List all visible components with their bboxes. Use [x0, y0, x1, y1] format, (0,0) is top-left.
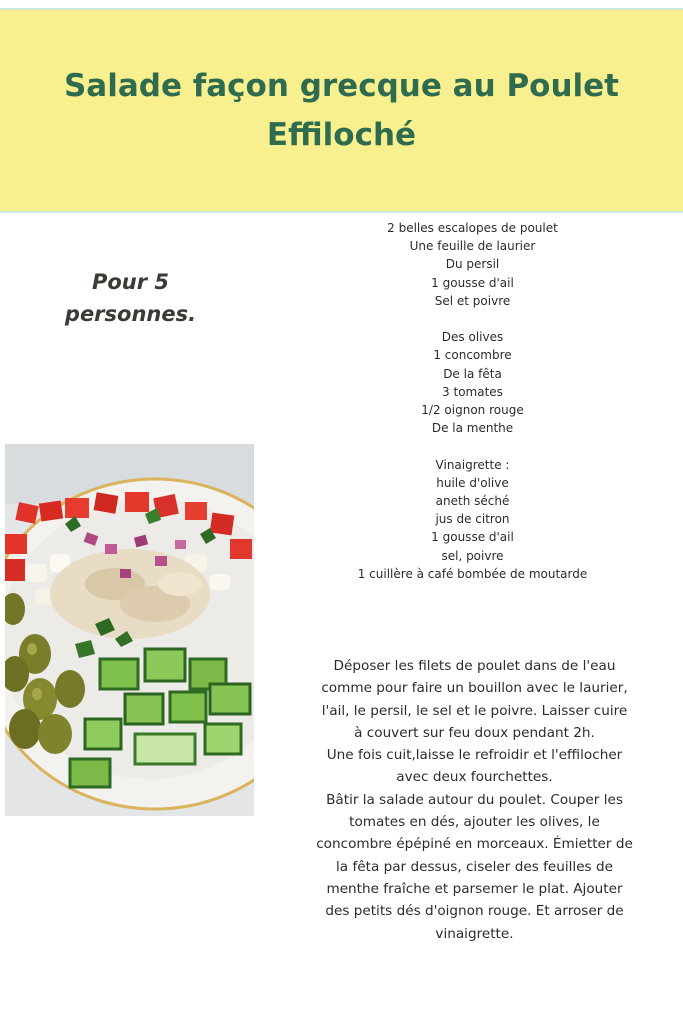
ingredient-spacer [300, 437, 645, 455]
ingredient-item: Une feuille de laurier [409, 239, 536, 254]
ingredient-item: 1 gousse d'ail [431, 275, 514, 290]
ingredient-item: sel, poivre [441, 548, 504, 563]
recipe-title [0, 62, 683, 160]
instruction-line: l'ail, le persil, le sel et le poivre. Laisser cuire [321, 702, 628, 719]
servings-line-2: personnes. [64, 302, 197, 326]
ingredient-spacer [300, 310, 645, 328]
ingredient-item: 2 belles escalopes de poulet [387, 221, 558, 235]
ingredient-item: 1 gousse d'ail [431, 530, 514, 545]
ingredients-list [300, 219, 645, 583]
instruction-line: à couvert sur feu doux pendant 2h. [354, 724, 595, 741]
recipe-title-line-2: Effiloché [266, 117, 417, 153]
instruction-line: Une fois cuit,laisse le refroidir et l'effilocher [326, 747, 623, 764]
ingredient-item: De la fêta [443, 366, 502, 381]
ingredient-item: De la menthe [431, 421, 514, 436]
servings-line-1: Pour 5 [91, 270, 170, 294]
instructions-text [272, 655, 677, 945]
ingredient-item: 1 cuillère à café bombée de moutarde [357, 566, 588, 581]
ingredient-item: huile d'olive [436, 475, 509, 490]
ingredient-item: Des olives [441, 330, 504, 345]
instruction-line: tomates en dés, ajouter les olives, le [349, 814, 600, 831]
ingredient-item: 1/2 oignon rouge [421, 403, 524, 418]
ingredient-item: Du persil [445, 257, 500, 272]
instruction-line: Bâtir la salade autour du poulet. Couper les [326, 791, 623, 808]
instruction-line: des petits dés d'oignon rouge. Et arroser de [325, 903, 624, 920]
ingredient-item: jus de citron [435, 512, 510, 527]
vinaigrette-heading: Vinaigrette : [435, 457, 510, 472]
ingredient-item: 3 tomates [442, 384, 503, 399]
recipe-title-line-1: Salade façon grecque au Poulet [63, 68, 620, 104]
salad-photo [5, 444, 254, 816]
instruction-line: menthe fraîche et parsemer le plat. Ajouter [326, 880, 623, 897]
instruction-line: comme pour faire un bouillon avec le laurier, [321, 680, 628, 697]
instruction-line: vinaigrette. [435, 925, 514, 942]
title-banner [0, 8, 683, 213]
instruction-line: avec deux fourchettes. [396, 769, 553, 786]
ingredient-item: 1 concombre [433, 348, 512, 363]
instruction-line: concombre épépiné en morceaux. Émietter de [316, 836, 633, 853]
instruction-line: la fêta par dessus, ciseler des feuilles de [336, 858, 613, 875]
instruction-line: Déposer les filets de poulet dans de l'eau [333, 658, 616, 674]
top-strip [0, 0, 683, 8]
ingredient-item: Sel et poivre [434, 293, 511, 308]
ingredient-item: aneth séché [435, 494, 510, 509]
servings-text [38, 266, 223, 330]
